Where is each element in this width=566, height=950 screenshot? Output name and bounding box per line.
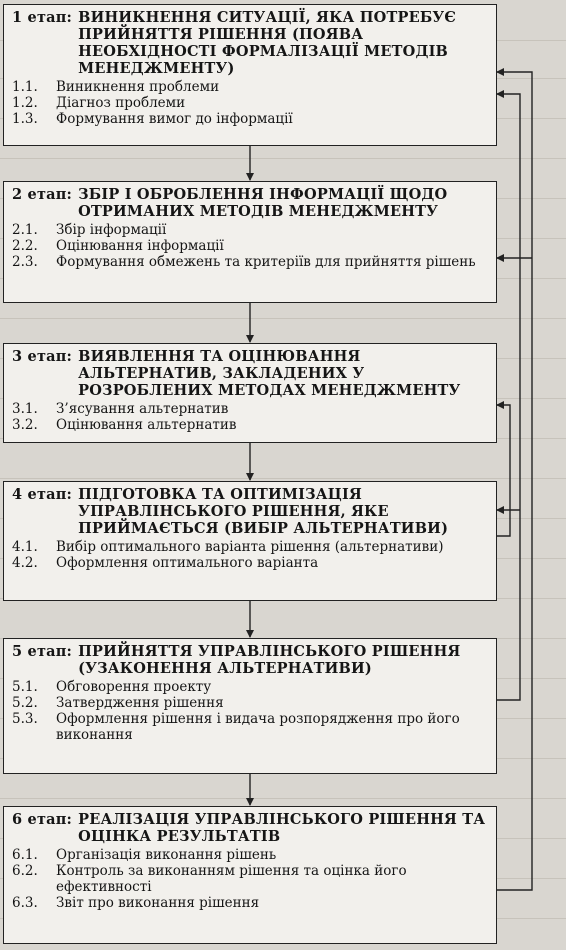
item-number: 3.1. <box>12 401 38 417</box>
item-text: Формування обмежень та критеріїв для прийняття рішень <box>56 254 476 270</box>
feedback-4-to-3 <box>497 405 510 536</box>
item-text: Оформлення рішення і видача розпорядження про його виконання <box>56 711 460 743</box>
item-text: Контроль за виконанням рішення та оцінка його ефективності <box>56 863 407 895</box>
stage-6-label: 6 етап: <box>12 811 73 828</box>
item-number: 1.2. <box>12 95 38 111</box>
item-text: Організація виконання рішень <box>56 847 277 863</box>
item-number: 5.1. <box>12 679 38 695</box>
item-text: Оформлення оптимального варіанта <box>56 555 319 571</box>
item-number: 4.1. <box>12 539 38 555</box>
item-number: 1.1. <box>12 79 38 95</box>
item-number: 4.2. <box>12 555 38 571</box>
item-text: Звіт про виконання рішення <box>56 895 260 911</box>
item-text: Збір інформації <box>56 222 167 238</box>
feedback-6-to-1 <box>497 72 532 890</box>
stage-1-label: 1 етап: <box>12 9 73 26</box>
stage-5-label: 5 етап: <box>12 643 73 660</box>
stage-5-heading: ПРИЙНЯТТЯ УПРАВЛІНСЬКОГО РІШЕННЯ (УЗАКОНЕННЯ АЛЬТЕРНАТИВИ) <box>78 643 461 677</box>
item-text: Оцінювання альтернатив <box>56 417 237 433</box>
item-number: 3.2. <box>12 417 38 433</box>
item-text: Вибір оптимального варіанта рішення (альтернативи) <box>56 539 444 555</box>
stage-2-label: 2 етап: <box>12 186 73 203</box>
item-number: 6.3. <box>12 895 38 911</box>
stage-4-heading: ПІДГОТОВКА ТА ОПТИМІЗАЦІЯ УПРАВЛІНСЬКОГО РІШЕННЯ, ЯКЕ ПРИЙМАЄТЬСЯ (ВИБІР АЛЬТЕРНАТИВИ) <box>78 486 449 537</box>
item-number: 2.3. <box>12 254 38 270</box>
item-text: Діагноз проблеми <box>56 95 186 111</box>
item-text: З’ясування альтернатив <box>56 401 229 417</box>
stage-1-heading: ВИНИКНЕННЯ СИТУАЦІЇ, ЯКА ПОТРЕБУЄ ПРИЙНЯТТЯ РІШЕННЯ (ПОЯВА НЕОБХІДНОСТІ ФОРМАЛІЗАЦІЇ МЕТОДІВ МЕНЕДЖМЕНТУ) <box>78 9 457 77</box>
item-number: 5.2. <box>12 695 38 711</box>
item-text: Виникнення проблеми <box>56 79 220 95</box>
stage-3-label: 3 етап: <box>12 348 73 365</box>
stage-2-heading: ЗБІР І ОБРОБЛЕННЯ ІНФОРМАЦІЇ ЩОДО ОТРИМАНИХ МЕТОДІВ МЕНЕДЖМЕНТУ <box>78 186 448 220</box>
stage-3-heading: ВИЯВЛЕННЯ ТА ОЦІНЮВАННЯ АЛЬТЕРНАТИВ, ЗАКЛАДЕНИХ У РОЗРОБЛЕНИХ МЕТОДАХ МЕНЕДЖМЕНТУ <box>78 348 461 399</box>
item-number: 5.3. <box>12 711 38 727</box>
stage-4-label: 4 етап: <box>12 486 73 503</box>
item-number: 1.3. <box>12 111 38 127</box>
item-number: 6.1. <box>12 847 38 863</box>
feedback-5-to-1 <box>497 94 520 700</box>
item-text: Обговорення проекту <box>56 679 212 695</box>
item-text: Оцінювання інформації <box>56 238 224 254</box>
item-number: 6.2. <box>12 863 38 879</box>
stage-6-heading: РЕАЛІЗАЦІЯ УПРАВЛІНСЬКОГО РІШЕННЯ ТА ОЦІНКА РЕЗУЛЬТАТІВ <box>78 811 486 845</box>
item-text: Формування вимог до інформації <box>56 111 293 127</box>
item-number: 2.1. <box>12 222 38 238</box>
item-number: 2.2. <box>12 238 38 254</box>
item-text: Затвердження рішення <box>56 695 224 711</box>
